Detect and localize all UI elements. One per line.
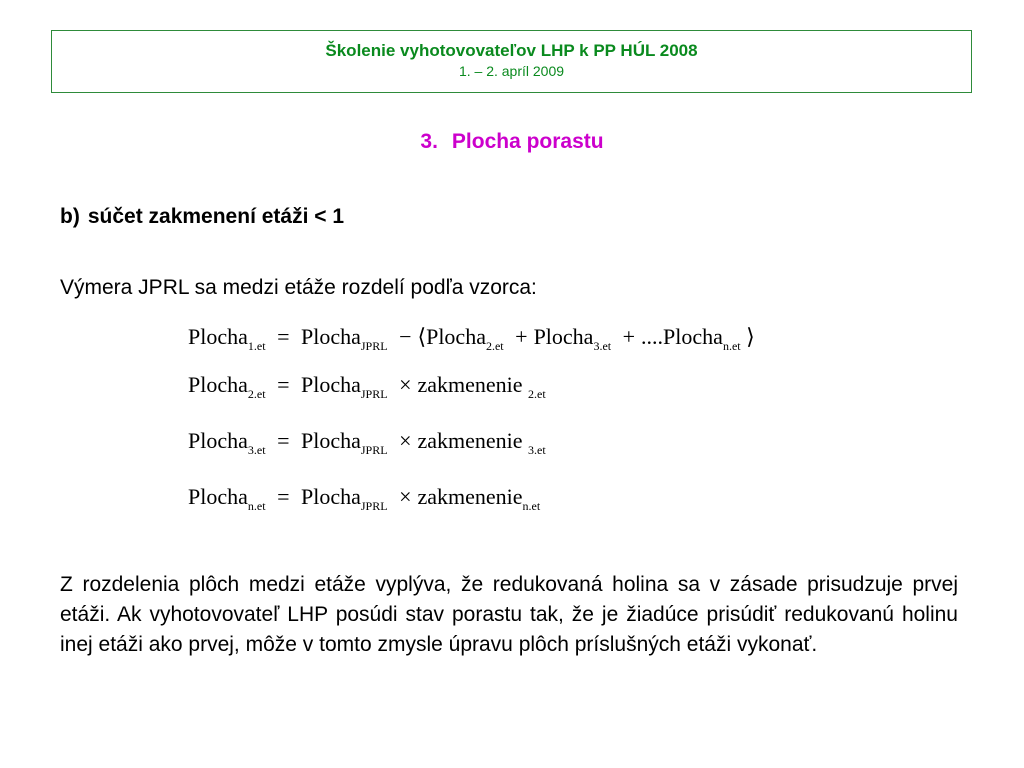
header-box — [51, 30, 972, 93]
formula-3: Plocha$_{3.et}$ = Plocha$_{JPRL}$ × zakmenenie $_{3.et}$ — [188, 428, 546, 457]
formula-2: Plocha$_{2.et}$ = Plocha$_{JPRL}$ × zakmenenie $_{2.et}$ — [188, 372, 546, 401]
subheading-text: súčet zakmenení etáži < 1 — [87, 205, 345, 228]
formula-4: Plocha$_{n.et}$ = Plocha$_{JPRL}$ × zakmenenie$_{n.et}$ — [188, 484, 541, 513]
section-title-text: Plocha porastu — [451, 130, 604, 153]
formula-1: Plocha$_{1.et}$ = Plocha$_{JPRL}$ − ⟨Plocha$_{2.et}$ + Plocha$_{3.et}$ + ....Plocha$_{n.et}$ ⟩ — [188, 324, 755, 353]
section-number: 3. — [420, 130, 438, 153]
subheading — [60, 205, 344, 229]
intro-text: Výmera JPRL sa medzi etáže rozdelí podľa vzorca: — [60, 276, 537, 299]
subheading-label: b) — [60, 205, 80, 228]
header-title: Školenie vyhotovovateľov LHP k PP HÚL 2008 — [325, 41, 698, 60]
section-title — [0, 130, 1024, 154]
header-date: 1. – 2. apríl 2009 — [458, 63, 565, 79]
body-paragraph: Z rozdelenia plôch medzi etáže vyplýva, že redukovaná holina sa v zásade prisudzuje prvej etáži. Ak vyhotovovateľ LHP posúdi stav porastu tak, že je žiadúce prisúdiť redukovanú holinu inej etáži ako prvej, môže v tomto zmysle úpravu plôch príslušných etáži vykonať. — [60, 573, 958, 656]
